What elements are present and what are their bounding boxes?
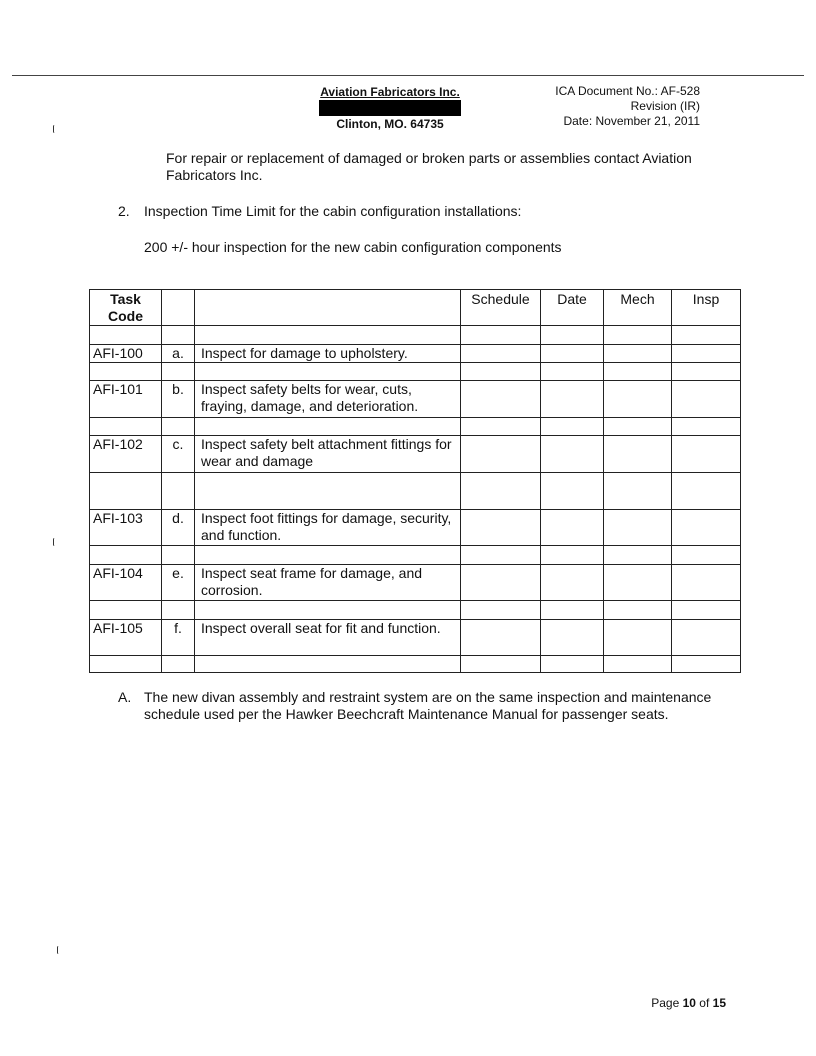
table-row <box>90 436 741 473</box>
mech-cell[interactable] <box>604 620 672 656</box>
scan-artifact <box>57 946 60 954</box>
scan-artifact <box>53 125 56 133</box>
table-row <box>90 620 741 656</box>
insp-cell[interactable] <box>672 565 741 601</box>
insp-cell[interactable] <box>672 345 741 363</box>
scan-artifact <box>53 538 56 546</box>
note-a <box>118 689 718 723</box>
task-code: AFI-104 <box>90 565 162 601</box>
schedule-cell[interactable] <box>461 620 541 656</box>
date-cell[interactable] <box>541 381 604 418</box>
page-number <box>620 996 726 1010</box>
mech-cell[interactable] <box>604 345 672 363</box>
document-date: Date: November 21, 2011 <box>563 114 700 128</box>
task-description: Inspect seat frame for damage, and corrosion. <box>195 565 461 601</box>
section-number: 2. <box>118 203 130 219</box>
redacted-address <box>319 100 461 116</box>
spacer-row <box>90 363 741 381</box>
spacer-row <box>90 546 741 565</box>
header-description <box>195 290 461 326</box>
date-cell[interactable] <box>541 436 604 473</box>
spacer-row <box>90 418 741 436</box>
table-row <box>90 345 741 363</box>
document-number: ICA Document No.: AF-528 <box>555 84 700 98</box>
task-description: Inspect overall seat for fit and function. <box>195 620 461 656</box>
task-description: Inspect safety belt attachment fittings for wear and damage <box>195 436 461 473</box>
header-date: Date <box>541 290 604 326</box>
header-insp: Insp <box>672 290 741 326</box>
page-of: of <box>695 996 713 1010</box>
task-letter: b. <box>162 381 195 418</box>
task-letter: c. <box>162 436 195 473</box>
task-letter: a. <box>162 345 195 363</box>
page-prefix: Page <box>651 996 683 1010</box>
insp-cell[interactable] <box>672 510 741 546</box>
header-task-code: Task Code <box>90 290 162 326</box>
page-current: 10 <box>682 996 696 1010</box>
date-cell[interactable] <box>541 510 604 546</box>
insp-cell[interactable] <box>672 436 741 473</box>
section-2-heading <box>118 203 738 220</box>
date-cell[interactable] <box>541 620 604 656</box>
task-letter: e. <box>162 565 195 601</box>
schedule-cell[interactable] <box>461 436 541 473</box>
spacer-row <box>90 326 741 345</box>
task-code: AFI-100 <box>90 345 162 363</box>
task-description: Inspect safety belts for wear, cuts, fraying, damage, and deterioration. <box>195 381 461 418</box>
mech-cell[interactable] <box>604 565 672 601</box>
document-info <box>520 84 700 129</box>
spacer-row <box>90 473 741 510</box>
spacer-row <box>90 656 741 673</box>
company-block <box>300 84 480 132</box>
table-row <box>90 565 741 601</box>
header-schedule: Schedule <box>461 290 541 326</box>
task-description: Inspect for damage to upholstery. <box>195 345 461 363</box>
inspection-table <box>89 289 741 673</box>
insp-cell[interactable] <box>672 381 741 418</box>
section-title: Inspection Time Limit for the cabin configuration installations: <box>144 203 522 219</box>
schedule-cell[interactable] <box>461 565 541 601</box>
schedule-cell[interactable] <box>461 510 541 546</box>
page-total: 15 <box>712 996 726 1010</box>
header-letter <box>162 290 195 326</box>
task-letter: d. <box>162 510 195 546</box>
task-code: AFI-102 <box>90 436 162 473</box>
date-cell[interactable] <box>541 565 604 601</box>
task-code: AFI-105 <box>90 620 162 656</box>
task-code: AFI-103 <box>90 510 162 546</box>
header-mech: Mech <box>604 290 672 326</box>
inspection-interval: 200 +/- hour inspection for the new cabin configuration components <box>144 239 562 255</box>
task-code: AFI-101 <box>90 381 162 418</box>
insp-cell[interactable] <box>672 620 741 656</box>
task-letter: f. <box>162 620 195 656</box>
table-header-row <box>90 290 741 326</box>
mech-cell[interactable] <box>604 381 672 418</box>
schedule-cell[interactable] <box>461 381 541 418</box>
note-a-text: The new divan assembly and restraint system are on the same inspection and maintenance schedule used per the Hawker Beechcraft Maintenance Manual for passenger seats. <box>144 689 712 722</box>
company-location: Clinton, MO. 64735 <box>336 117 444 131</box>
date-cell[interactable] <box>541 345 604 363</box>
header-rule <box>12 75 804 76</box>
table-row <box>90 510 741 546</box>
company-name: Aviation Fabricators Inc. <box>320 85 460 99</box>
table-row <box>90 381 741 418</box>
task-description: Inspect foot fittings for damage, security, and function. <box>195 510 461 546</box>
revision: Revision (IR) <box>630 99 700 113</box>
note-a-label: A. <box>118 689 132 705</box>
spacer-row <box>90 601 741 620</box>
mech-cell[interactable] <box>604 510 672 546</box>
mech-cell[interactable] <box>604 436 672 473</box>
repair-note: For repair or replacement of damaged or broken parts or assemblies contact Aviation Fabricators Inc. <box>166 150 692 183</box>
schedule-cell[interactable] <box>461 345 541 363</box>
